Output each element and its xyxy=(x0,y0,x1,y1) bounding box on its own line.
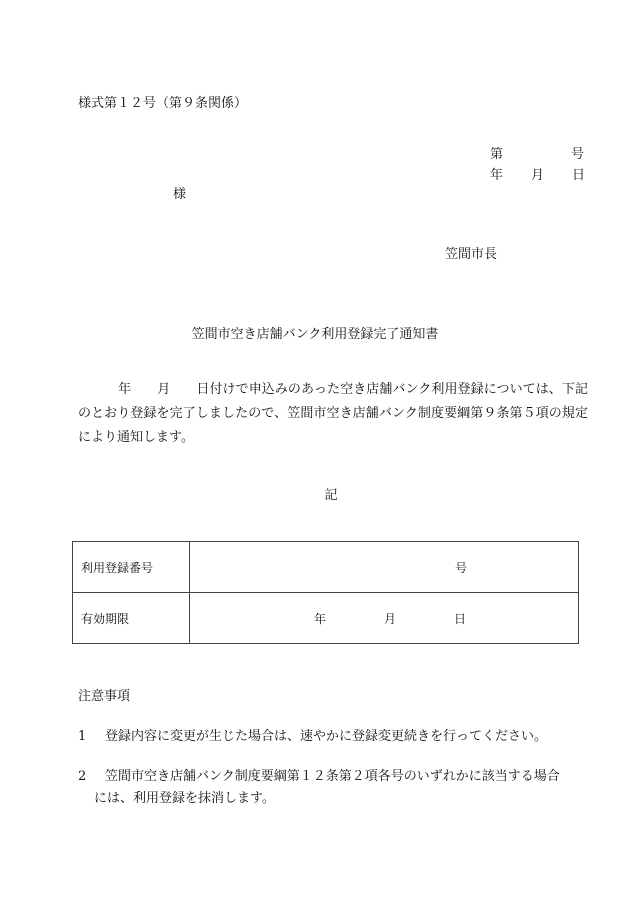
registration-info-table xyxy=(72,541,579,644)
issue-date-year: 年 xyxy=(490,168,504,183)
body-paragraph xyxy=(78,378,588,450)
recipient-honorific: 様 xyxy=(173,187,187,202)
document-number-label: 第 xyxy=(490,147,504,162)
expiry-month: 月 xyxy=(384,612,397,626)
note-item xyxy=(78,765,560,784)
body-text: 日付けで申込みのあった空き店舗バンク利用登録については、下記のとおり登録を完了しましたので、笠間市空き店舗バンク制度要綱第９条第５項の規定により通知します。 xyxy=(78,382,588,445)
notes-heading: 注意事項 xyxy=(78,689,131,704)
note-number: 1 xyxy=(78,729,87,744)
document-title: 笠間市空き店舗バンク利用登録完了通知書 xyxy=(191,327,439,342)
expiry-year: 年 xyxy=(314,612,327,626)
registration-number-cell xyxy=(190,542,579,593)
table-row xyxy=(73,593,579,644)
issue-date-day: 日 xyxy=(571,168,585,183)
body-month: 月 xyxy=(157,382,171,397)
table-row xyxy=(73,542,579,593)
expiry-cell xyxy=(190,593,579,644)
body-year: 年 xyxy=(118,382,132,397)
issue-date xyxy=(490,164,585,183)
issuer-name: 笠間市長 xyxy=(445,247,498,262)
issue-date-month: 月 xyxy=(530,168,544,183)
registration-number-label: 利用登録番号 xyxy=(73,542,190,593)
form-number: 様式第１２号（第９条関係） xyxy=(78,96,248,111)
note-item xyxy=(78,725,547,744)
note-text: 登録内容に変更が生じた場合は、速やかに登録変更続きを行ってください。 xyxy=(105,729,548,744)
registration-number-suffix: 号 xyxy=(455,561,468,575)
expiry-day: 日 xyxy=(454,612,467,626)
document-number-suffix: 号 xyxy=(571,147,585,162)
ki-heading: 記 xyxy=(324,488,338,503)
note-text: 笠間市空き店舗バンク制度要綱第１２条第２項各号のいずれかに該当する場合 xyxy=(105,769,560,784)
note-text-continuation: には、利用登録を抹消します。 xyxy=(94,791,275,806)
expiry-label: 有効期限 xyxy=(73,593,190,644)
note-number: 2 xyxy=(78,769,87,784)
